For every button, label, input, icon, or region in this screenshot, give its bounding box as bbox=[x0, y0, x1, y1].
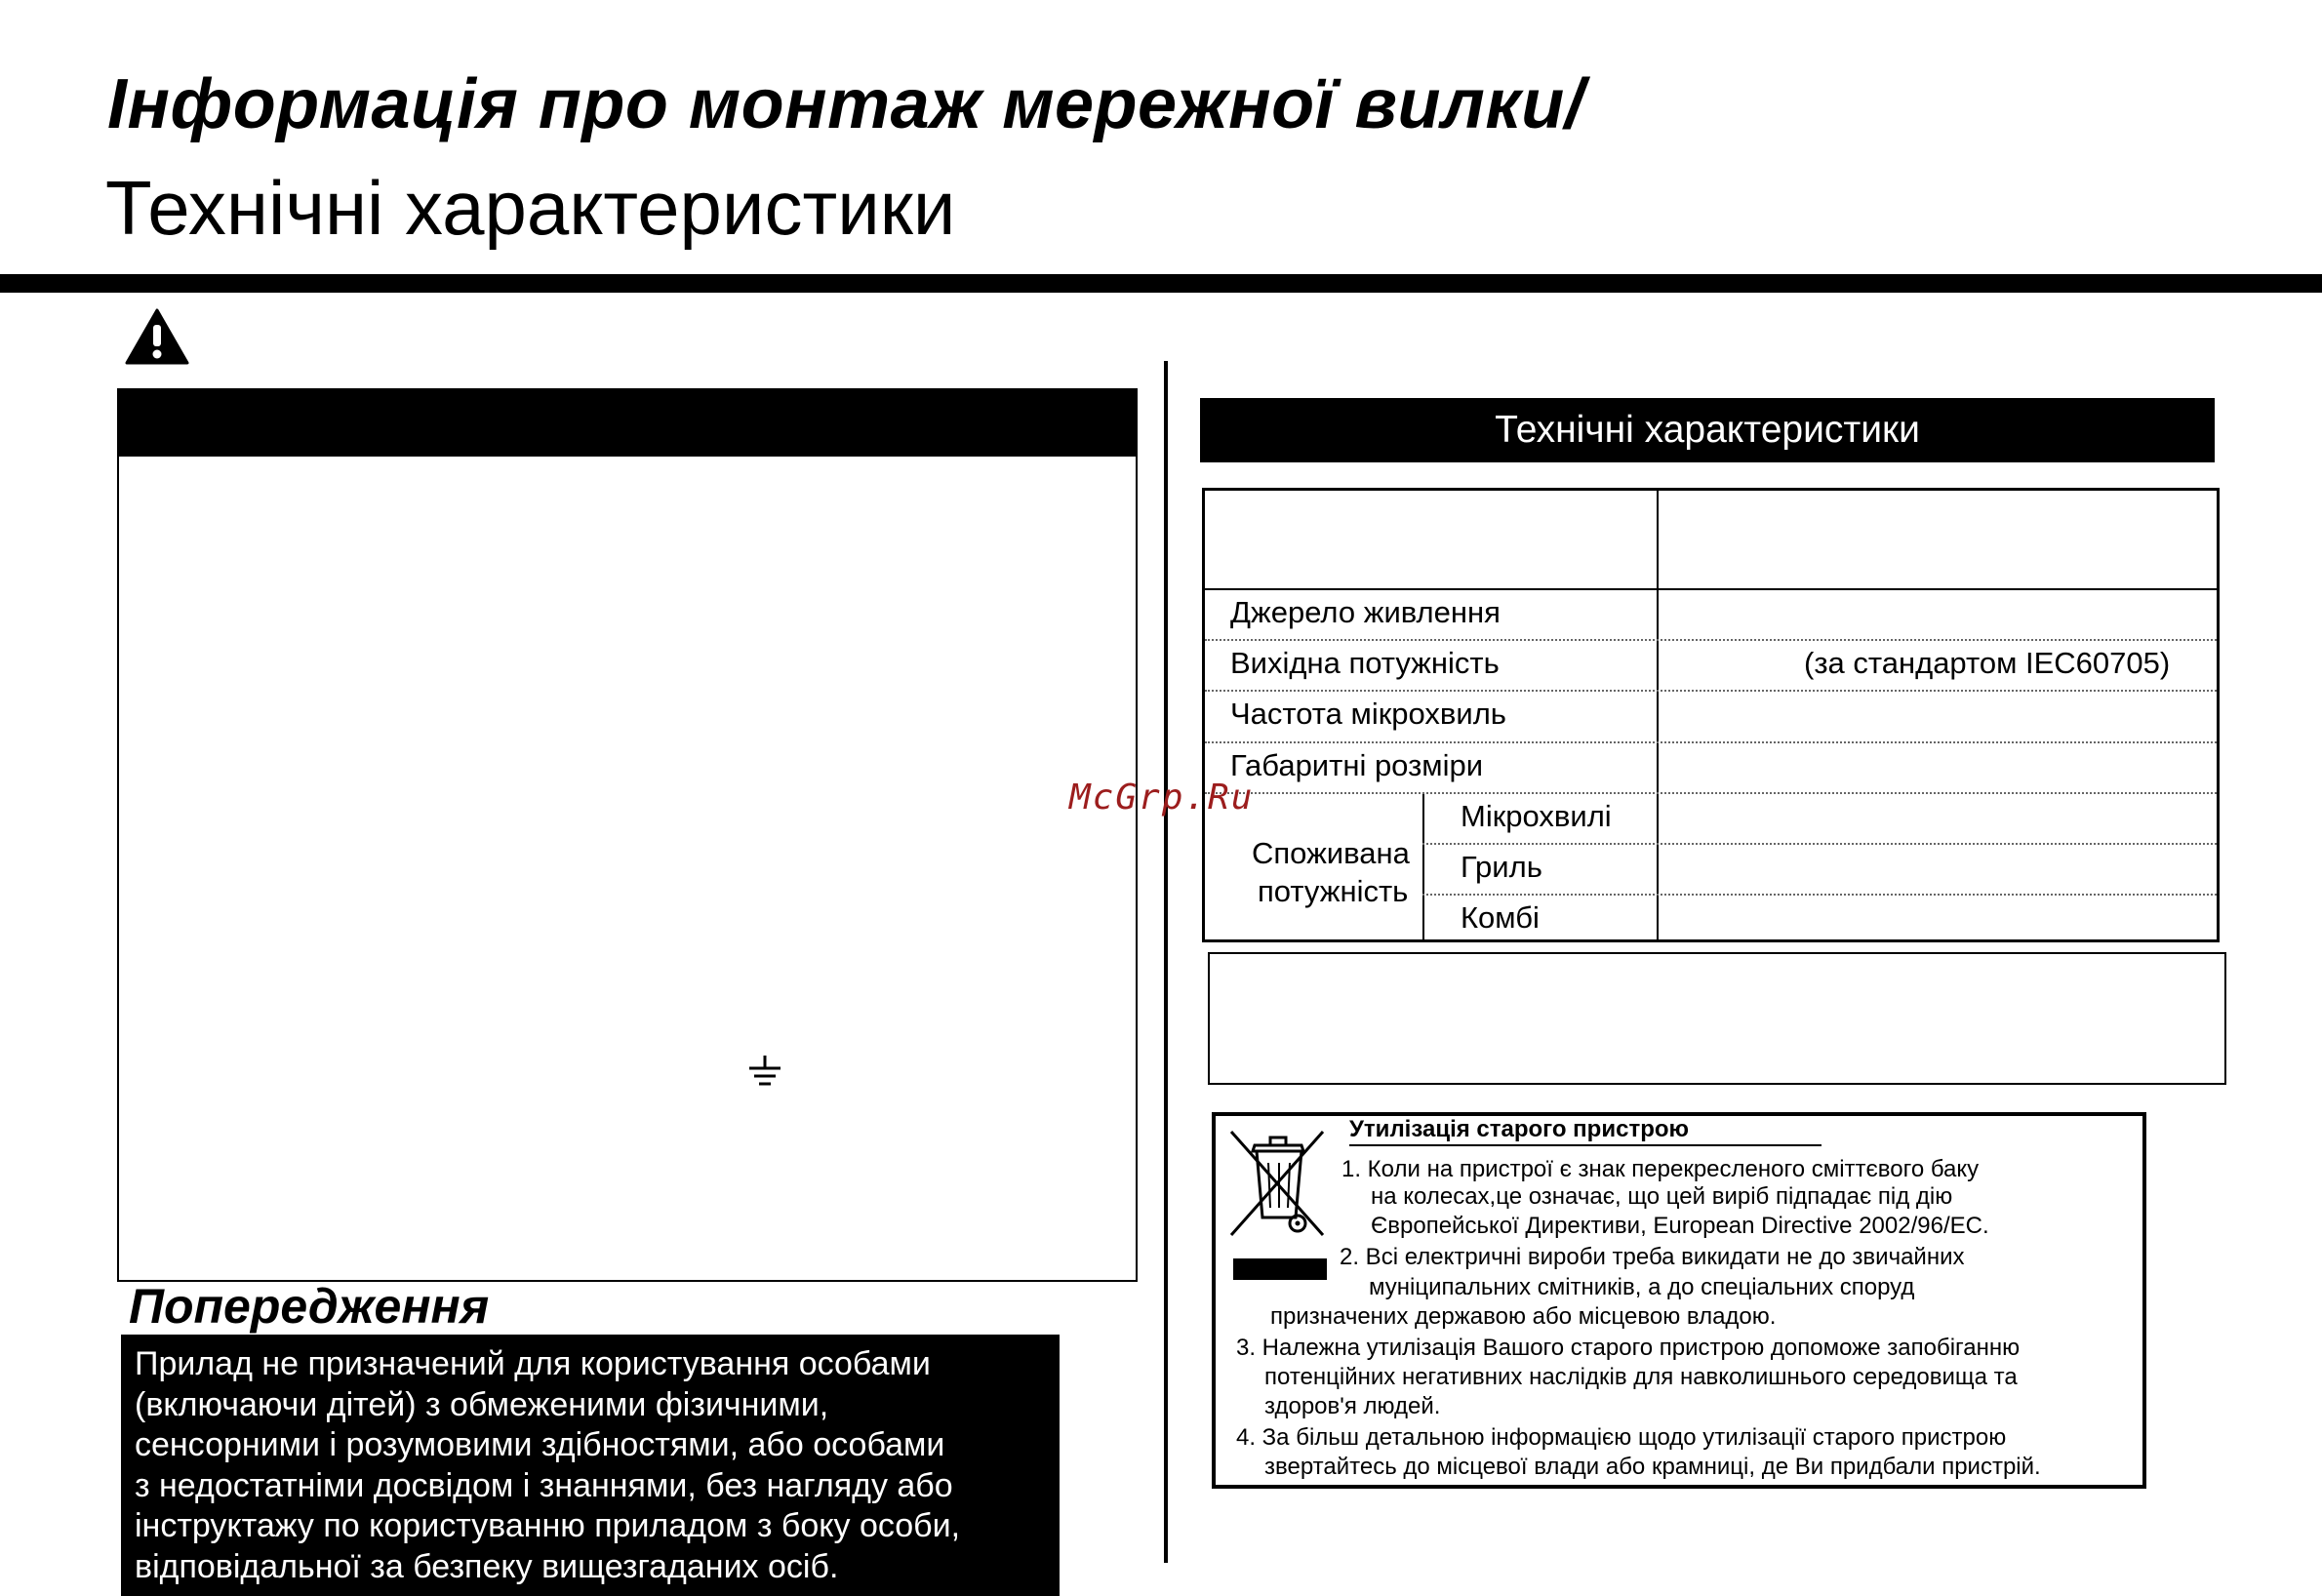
disposal-title: Утилізація старого пристрою bbox=[1349, 1116, 1690, 1142]
disposal-line: 4. За більш детальною інформацією щодо утилізації старого пристрою bbox=[1236, 1424, 2007, 1451]
consumption-label: потужність bbox=[1258, 874, 1409, 908]
table-row-line bbox=[1205, 741, 2217, 743]
table-row-line bbox=[1422, 894, 2217, 896]
warning-line: (включаючи дітей) з обмеженими фізичними, bbox=[135, 1385, 829, 1423]
specs-header: Технічні характеристики bbox=[1200, 398, 2215, 462]
column-divider bbox=[1164, 361, 1168, 1563]
disposal-line: муніципальних смітників, а до спеціальних споруд bbox=[1369, 1274, 1915, 1300]
table-row-value: (за стандартом IEC60705) bbox=[1804, 646, 2171, 680]
disposal-line: 2. Всі електричні вироби треба викидати не до звичайних bbox=[1340, 1244, 1965, 1270]
table-row-line bbox=[1422, 843, 2217, 845]
table-row-label: Частота мікрохвиль bbox=[1230, 697, 1506, 731]
table-row-label: Джерело живлення bbox=[1230, 595, 1501, 629]
page-subtitle: Технічні характеристики bbox=[105, 165, 956, 251]
specs-table bbox=[1202, 488, 2220, 942]
disposal-line: 1. Коли на пристрої є знак перекресленого сміттєвого баку bbox=[1341, 1156, 1980, 1182]
disposal-line: Європейської Директиви, European Directive 2002/96/EC. bbox=[1371, 1213, 1989, 1239]
disposal-line: на колесах,це означає, що цей виріб підпадає під дію bbox=[1371, 1183, 1953, 1210]
consumption-mode: Мікрохвилі bbox=[1461, 799, 1612, 833]
plug-info-header-bar bbox=[117, 388, 1138, 457]
disposal-line: 3. Належна утилізація Вашого старого пристрою допоможе запобіганню bbox=[1236, 1335, 2021, 1361]
warning-text-box bbox=[121, 1335, 1060, 1596]
note-box bbox=[1208, 952, 2226, 1085]
table-column-line bbox=[1422, 793, 1424, 939]
table-row-label: Габаритні розміри bbox=[1230, 748, 1484, 782]
warning-line: інструктажу по користуванню приладом з боку особи, bbox=[135, 1507, 961, 1544]
disposal-line: звертайтесь до місцевої влади або крамниці, де Ви придбали пристрій. bbox=[1264, 1454, 2041, 1480]
warning-triangle-icon bbox=[125, 308, 189, 365]
disposal-line: призначених державою або місцевою владою. bbox=[1270, 1303, 1777, 1330]
ground-symbol-icon bbox=[745, 1052, 784, 1091]
disposal-line: здоров'я людей. bbox=[1264, 1393, 1441, 1419]
page-title: Інформація про монтаж мережної вилки/ bbox=[107, 65, 1585, 143]
disposal-title-underline bbox=[1349, 1144, 1822, 1146]
header-rule bbox=[0, 274, 2322, 293]
table-row-line bbox=[1205, 792, 2217, 794]
watermark: McGrp.Ru bbox=[1069, 778, 1255, 818]
warning-line: з недостатніми досвідом і знаннями, без нагляду або bbox=[135, 1466, 953, 1504]
warning-heading: Попередження bbox=[129, 1279, 490, 1334]
warning-line: відповідальної за безпеку вищезгаданих осіб. bbox=[135, 1547, 839, 1585]
black-bar-mark bbox=[1233, 1258, 1327, 1280]
table-row-label: Вихідна потужність bbox=[1230, 646, 1500, 680]
table-row-line bbox=[1205, 639, 2217, 641]
disposal-line: потенційних негативних наслідків для навколишнього середовища та bbox=[1264, 1364, 2018, 1390]
table-row-line bbox=[1205, 690, 2217, 692]
plug-info-box bbox=[117, 388, 1138, 1282]
crossed-out-wheelie-bin-icon bbox=[1225, 1124, 1329, 1239]
table-column-line bbox=[1657, 491, 1659, 939]
consumption-label: Споживана bbox=[1252, 836, 1410, 870]
consumption-mode: Комбі bbox=[1461, 900, 1540, 935]
consumption-mode: Гриль bbox=[1461, 850, 1542, 884]
warning-line: сенсорними і розумовими здібностями, або особами bbox=[135, 1426, 945, 1463]
table-row-line bbox=[1205, 588, 2217, 590]
warning-line: Прилад не призначений для користування особами bbox=[135, 1345, 931, 1382]
